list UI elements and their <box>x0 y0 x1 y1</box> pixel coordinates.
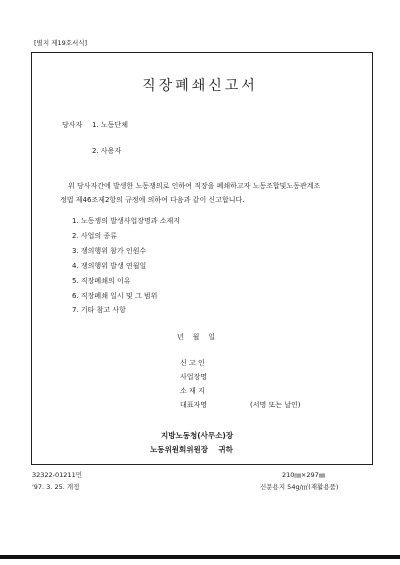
field-location: 소 재 지 <box>180 387 205 395</box>
list-item-7: 7. 기타 참고 사항 <box>72 306 126 314</box>
form-number-label: [별지 제19호서식] <box>34 39 88 47</box>
recipient-regional-office: 지방노동청(사무소)장 <box>161 431 234 440</box>
list-item-6: 6. 직장폐쇄 일시 및 그 범위 <box>72 292 158 300</box>
bottom-edge-bar <box>0 555 400 559</box>
list-item-5: 5. 직장폐쇄의 이유 <box>72 277 131 285</box>
body-line-2: 정법 제46조제2항의 규정에 의하여 다음과 같이 신고합니다. <box>60 196 245 204</box>
field-business-name: 사업장명 <box>180 373 208 381</box>
field-representative: 대표자명 <box>180 401 208 409</box>
list-item-4: 4. 쟁의행위 발생 연월일 <box>72 262 147 270</box>
body-line-1: 위 당사자간에 발생한 노동쟁의로 인하여 직장을 폐쇄하고자 노동조합및노동관계조 <box>68 182 321 190</box>
footer-revised: '97. 3. 25. 개정 <box>32 483 80 491</box>
signature-note: (서명 또는 날인) <box>250 401 301 409</box>
list-item-2: 2. 사업의 종류 <box>72 232 117 240</box>
list-item-3: 3. 쟁의행위 참가 인원수 <box>72 247 147 255</box>
party-label: 당사자 <box>62 121 83 129</box>
form-title: 직장폐쇄신고서 <box>142 78 258 94</box>
footer-code: 32322-01211민 <box>32 471 82 479</box>
field-reporter: 신 고 인 <box>180 359 205 367</box>
party-item-employer: 2. 사용자 <box>92 147 122 155</box>
party-item-labor-union: 1. 노동단체 <box>92 121 128 129</box>
recipient-labor-commission: 노동위원회위원장 귀하 <box>150 445 233 454</box>
footer-paper-type: 신문용지 54g/㎡(재활용품) <box>260 483 339 491</box>
footer-paper-size: 210㎜×297㎜ <box>282 471 326 479</box>
list-item-1: 1. 노동쟁의 발생사업장명과 소재지 <box>72 217 181 225</box>
date-line: 년 월 일 <box>177 333 216 341</box>
